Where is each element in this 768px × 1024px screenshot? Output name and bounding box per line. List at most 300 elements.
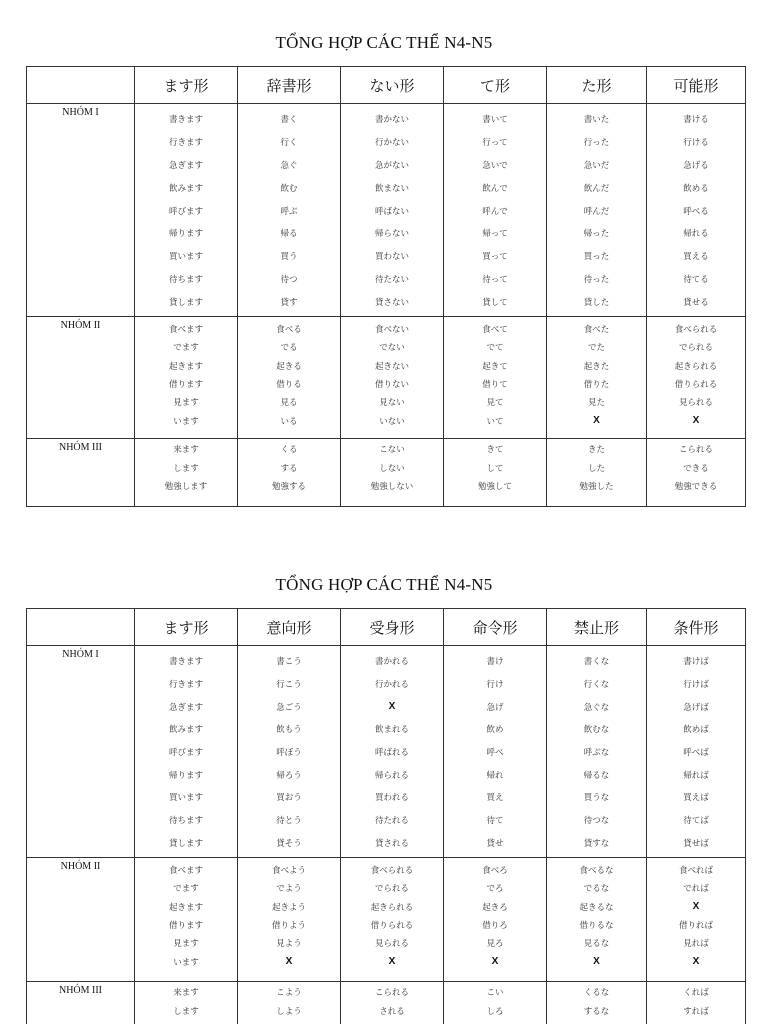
verb-form: 急げ xyxy=(486,702,504,713)
table-cell xyxy=(547,104,647,316)
verb-form: 買わない xyxy=(374,252,409,263)
table-row xyxy=(27,858,745,982)
verb-form: くれば xyxy=(683,988,709,999)
verb-form: 貸すな xyxy=(583,838,610,849)
verb-form: 食べるな xyxy=(579,866,614,877)
verb-form: 待てば xyxy=(683,816,709,827)
verb-form: 来ます xyxy=(173,445,199,456)
verb-form: 貸さない xyxy=(374,297,409,308)
group-label: NHÓM I xyxy=(27,104,135,316)
verb-form: 帰った xyxy=(583,229,610,240)
verb-form: 借りられる xyxy=(674,380,718,391)
verb-form: 書いた xyxy=(583,115,610,126)
verb-form: 貸される xyxy=(374,838,409,849)
verb-form: 行って xyxy=(482,138,508,149)
verb-form: 見ない xyxy=(379,398,405,409)
verb-form: される xyxy=(379,1006,405,1017)
word-list xyxy=(647,646,745,854)
verb-form: 貸して xyxy=(482,297,508,308)
verb-form: 行ける xyxy=(683,138,709,149)
verb-form: 食べて xyxy=(482,325,508,336)
not-applicable-mark: X xyxy=(388,956,396,968)
verb-form: 待ちます xyxy=(168,816,203,827)
header-corner-cell xyxy=(27,67,135,103)
verb-form: 待つ xyxy=(280,274,298,285)
verb-form: 帰ろう xyxy=(276,770,302,781)
verb-form: 起きます xyxy=(168,361,203,372)
table-cell xyxy=(444,439,547,506)
verb-form: 食べます xyxy=(168,866,203,877)
not-applicable-mark: X xyxy=(593,415,600,427)
word-list xyxy=(238,317,340,430)
verb-form: 起きた xyxy=(583,361,610,372)
word-list xyxy=(444,104,546,313)
verb-form: 貸せる xyxy=(683,297,709,308)
verb-form: 待って xyxy=(482,274,508,285)
verb-form: した xyxy=(587,463,605,474)
table-header-row xyxy=(27,609,745,646)
verb-form: いない xyxy=(379,416,405,427)
not-applicable-mark: X xyxy=(593,956,600,968)
verb-form: こない xyxy=(379,445,405,456)
table-cell xyxy=(547,646,647,857)
verb-form: 急いで xyxy=(482,160,508,171)
table-cell xyxy=(647,646,745,857)
verb-form: でた xyxy=(587,343,605,354)
verb-form: 買え xyxy=(486,793,504,804)
verb-form: 起きて xyxy=(482,361,508,372)
word-list xyxy=(135,439,237,496)
verb-form: 貸した xyxy=(583,297,610,308)
column-header: 可能形 xyxy=(673,76,719,95)
verb-form: 呼んだ xyxy=(583,206,610,217)
verb-form: 書きます xyxy=(168,115,203,126)
verb-form: 来ます xyxy=(173,988,199,999)
word-list xyxy=(547,104,646,313)
verb-form: 呼びます xyxy=(168,748,203,759)
verb-form: します xyxy=(173,463,199,474)
verb-form: 見ます xyxy=(173,398,199,409)
verb-form: 行くな xyxy=(583,680,610,691)
verb-form: 飲んで xyxy=(482,183,508,194)
verb-form: でます xyxy=(173,884,199,895)
word-list xyxy=(647,858,745,971)
table-cell xyxy=(647,104,745,316)
verb-form: 書く xyxy=(280,115,298,126)
word-list xyxy=(341,982,443,1020)
verb-form: でられる xyxy=(374,884,409,895)
word-list xyxy=(341,317,443,430)
verb-form: 見ます xyxy=(173,939,199,950)
verb-form: しよう xyxy=(276,1006,302,1017)
group-label: NHÓM I xyxy=(27,646,135,857)
table-cell xyxy=(341,646,444,857)
verb-form: 行かれる xyxy=(374,680,409,691)
verb-form: 食べれば xyxy=(678,866,713,877)
table-row xyxy=(27,646,745,858)
conjugation-table xyxy=(26,608,746,1024)
verb-form: 急いだ xyxy=(583,160,610,171)
verb-form: 書こう xyxy=(276,657,302,668)
word-list xyxy=(238,439,340,496)
verb-form: くるな xyxy=(583,988,610,999)
word-list xyxy=(135,646,237,854)
verb-form: こられる xyxy=(374,988,409,999)
verb-form: します xyxy=(173,1006,199,1017)
verb-form: 買います xyxy=(168,793,203,804)
verb-form: 帰らない xyxy=(374,229,409,240)
verb-form: います xyxy=(173,957,199,968)
verb-form: 起きられる xyxy=(370,902,414,913)
verb-form: います xyxy=(173,416,199,427)
word-list xyxy=(547,317,646,430)
not-applicable-mark: X xyxy=(692,956,700,968)
verb-form: 食べられる xyxy=(370,866,414,877)
table-cell xyxy=(238,858,341,981)
table-cell xyxy=(547,858,647,981)
word-list xyxy=(547,646,646,854)
verb-form: 勉強する xyxy=(271,482,306,493)
column-header: ます形 xyxy=(135,609,238,645)
verb-form: 食べない xyxy=(374,325,409,336)
verb-form: しろ xyxy=(486,1006,504,1017)
verb-form: 貸せば xyxy=(683,838,709,849)
verb-form: 食べろ xyxy=(482,866,508,877)
verb-form: 飲んだ xyxy=(583,183,610,194)
verb-form: すれば xyxy=(683,1006,709,1017)
verb-form: こよう xyxy=(276,988,302,999)
verb-form: 借りろ xyxy=(482,921,508,932)
verb-form: 呼ぶ xyxy=(280,206,298,217)
table-row xyxy=(27,317,745,439)
table-cell xyxy=(547,439,647,506)
verb-form: でない xyxy=(379,343,405,354)
table-cell xyxy=(135,104,238,316)
word-list xyxy=(135,858,237,971)
verb-form: でられる xyxy=(678,343,713,354)
verb-form: 借りた xyxy=(583,380,610,391)
word-list xyxy=(647,982,745,1020)
verb-form: 呼んで xyxy=(482,206,508,217)
word-list xyxy=(444,646,546,854)
word-list xyxy=(647,317,745,430)
table-cell xyxy=(238,982,341,1024)
column-header: 辞書形 xyxy=(238,67,341,103)
table-cell xyxy=(547,982,647,1024)
verb-form: 飲める xyxy=(683,183,709,194)
verb-form: 急ぎます xyxy=(168,160,203,171)
verb-form: きて xyxy=(486,445,504,456)
verb-form: こい xyxy=(486,988,504,999)
verb-form: 書けば xyxy=(683,657,709,668)
verb-form: 買います xyxy=(168,252,203,263)
group-label: NHÓM II xyxy=(27,317,135,438)
verb-form: するな xyxy=(583,1006,610,1017)
verb-form: 待てる xyxy=(683,274,709,285)
table-cell xyxy=(135,646,238,857)
verb-form: でるな xyxy=(583,884,610,895)
verb-form: 呼ぶな xyxy=(583,748,610,759)
word-list xyxy=(238,646,340,854)
verb-form: 勉強します xyxy=(164,482,208,493)
verb-form: 起きよう xyxy=(271,902,306,913)
verb-form: 待ちます xyxy=(168,274,203,285)
verb-form: 帰れば xyxy=(683,770,709,781)
word-list xyxy=(547,439,646,496)
verb-form: でれば xyxy=(683,884,709,895)
verb-form: 借りれば xyxy=(678,921,713,932)
verb-form: 飲まない xyxy=(374,183,409,194)
word-list xyxy=(135,104,237,313)
verb-form: 借りられる xyxy=(370,921,414,932)
word-list xyxy=(444,317,546,430)
verb-form: 帰られる xyxy=(374,770,409,781)
verb-form: 勉強できる xyxy=(674,482,718,493)
verb-form: 書ける xyxy=(683,115,709,126)
verb-form: 帰ります xyxy=(168,229,203,240)
verb-form: くる xyxy=(280,445,298,456)
verb-form: 帰ります xyxy=(168,770,203,781)
verb-form: 帰る xyxy=(280,229,298,240)
verb-form: 見た xyxy=(587,398,605,409)
verb-form: 行った xyxy=(583,138,610,149)
conjugation-table xyxy=(26,66,746,507)
table-cell xyxy=(647,858,745,981)
table-cell xyxy=(444,104,547,316)
verb-form: 飲めば xyxy=(683,725,709,736)
verb-form: 食べる xyxy=(276,325,302,336)
table-cell xyxy=(547,317,647,438)
page-title: TỔNG HỢP CÁC THỂ N4-N5 xyxy=(275,33,493,52)
verb-form: でる xyxy=(280,343,298,354)
verb-form: 食べた xyxy=(583,325,610,336)
verb-form: 急がない xyxy=(374,160,409,171)
verb-form: 買われる xyxy=(374,793,409,804)
verb-form: 見よう xyxy=(276,939,302,950)
table-cell xyxy=(341,439,444,506)
table-cell xyxy=(341,104,444,316)
table-cell xyxy=(135,439,238,506)
verb-form: 見る xyxy=(280,398,298,409)
word-list xyxy=(444,982,546,1020)
verb-form: 行きます xyxy=(168,138,203,149)
verb-form: きた xyxy=(587,445,605,456)
table-cell xyxy=(238,317,341,438)
verb-form: でろ xyxy=(486,884,504,895)
word-list xyxy=(341,104,443,313)
verb-form: 飲みます xyxy=(168,183,203,194)
table-cell xyxy=(135,982,238,1024)
table-cell xyxy=(444,317,547,438)
verb-form: 待った xyxy=(583,274,610,285)
verb-form: いて xyxy=(486,416,504,427)
group-label: NHÓM II xyxy=(27,858,135,981)
verb-form: 帰るな xyxy=(583,770,610,781)
verb-form: 貸そう xyxy=(276,838,302,849)
verb-form: 呼ばれる xyxy=(374,748,409,759)
verb-form: でよう xyxy=(276,884,302,895)
verb-form: 見ろ xyxy=(486,939,504,950)
not-applicable-mark: X xyxy=(285,956,293,968)
verb-form: 借りよう xyxy=(271,921,306,932)
verb-form: 書け xyxy=(486,657,504,668)
verb-form: 買った xyxy=(583,252,610,263)
verb-form: 食べます xyxy=(168,325,203,336)
verb-form: 貸す xyxy=(280,297,298,308)
verb-form: 行く xyxy=(280,138,298,149)
verb-form: して xyxy=(486,463,504,474)
verb-form: 勉強して xyxy=(477,482,512,493)
column-header: ます形 xyxy=(135,67,238,103)
verb-form: 急ぐ xyxy=(280,160,298,171)
word-list xyxy=(547,982,646,1020)
verb-form: 勉強した xyxy=(579,482,614,493)
verb-form: 買うな xyxy=(583,793,610,804)
verb-form: 飲まれる xyxy=(374,725,409,736)
verb-form: 見られる xyxy=(678,398,713,409)
verb-form: 起きるな xyxy=(579,902,614,913)
verb-form: 起きられる xyxy=(674,361,718,372)
verb-form: 待とう xyxy=(276,816,302,827)
table-cell xyxy=(647,439,745,506)
table-cell xyxy=(341,858,444,981)
verb-form: 貸します xyxy=(168,838,203,849)
verb-form: 貸せ xyxy=(486,838,504,849)
verb-form: 飲め xyxy=(486,725,504,736)
table-cell xyxy=(238,646,341,857)
word-list xyxy=(238,982,340,1020)
group-label: NHÓM III xyxy=(27,439,135,506)
word-list xyxy=(444,858,546,971)
verb-form: 買える xyxy=(683,252,709,263)
column-header: て形 xyxy=(444,67,547,103)
table-cell xyxy=(135,858,238,981)
verb-form: 買う xyxy=(280,252,298,263)
not-applicable-mark: X xyxy=(692,901,700,913)
verb-form: 飲もう xyxy=(276,725,302,736)
table-cell xyxy=(135,317,238,438)
word-list xyxy=(647,104,745,313)
word-list xyxy=(238,104,340,313)
verb-form: 呼ばない xyxy=(374,206,409,217)
verb-form: 見て xyxy=(486,398,504,409)
word-list xyxy=(135,317,237,430)
verb-form: 起きる xyxy=(276,361,302,372)
verb-form: 借ります xyxy=(168,921,203,932)
verb-form: 行けば xyxy=(683,680,709,691)
verb-form: 急ぐな xyxy=(583,702,610,713)
verb-form: 書くな xyxy=(583,657,610,668)
verb-form: 借りるな xyxy=(579,921,614,932)
verb-form: 帰って xyxy=(482,229,508,240)
not-applicable-mark: X xyxy=(388,701,396,713)
verb-form: 借りて xyxy=(482,380,508,391)
verb-form: 行かない xyxy=(374,138,409,149)
verb-form: 行け xyxy=(486,680,504,691)
table-row xyxy=(27,104,745,317)
verb-form: でて xyxy=(486,343,504,354)
word-list xyxy=(341,858,443,971)
table-row xyxy=(27,982,745,1024)
verb-form: 急げる xyxy=(683,160,709,171)
verb-form: 急ごう xyxy=(276,702,302,713)
word-list xyxy=(238,858,340,971)
verb-form: 借りない xyxy=(374,380,409,391)
verb-form: 急ぎます xyxy=(168,702,203,713)
column-header: ない形 xyxy=(341,67,444,103)
verb-form: 待たれる xyxy=(374,816,409,827)
verb-form: 借ります xyxy=(168,380,203,391)
table-cell xyxy=(444,982,547,1024)
table-cell xyxy=(341,317,444,438)
word-list xyxy=(341,646,443,854)
column-header: 条件形 xyxy=(673,618,719,637)
verb-form: いる xyxy=(280,416,298,427)
table-cell xyxy=(647,982,745,1024)
column-header: た形 xyxy=(547,67,647,103)
verb-form: 食べられる xyxy=(674,325,718,336)
verb-form: 買って xyxy=(482,252,508,263)
verb-form: 呼べる xyxy=(683,206,709,217)
word-list xyxy=(444,439,546,496)
verb-form: 起きます xyxy=(168,902,203,913)
verb-form: 呼ぼう xyxy=(276,748,302,759)
verb-form: 見れば xyxy=(683,939,709,950)
verb-form: 買おう xyxy=(276,793,302,804)
verb-form: 書かれる xyxy=(374,657,409,668)
table-header-row xyxy=(27,67,745,104)
verb-form: 行こう xyxy=(276,680,302,691)
verb-form: 帰れる xyxy=(683,229,709,240)
header-corner-cell xyxy=(27,609,135,645)
word-list xyxy=(341,439,443,496)
verb-form: 勉強しない xyxy=(370,482,414,493)
verb-form: 待たない xyxy=(374,274,409,285)
table-cell xyxy=(444,858,547,981)
not-applicable-mark: X xyxy=(491,956,499,968)
table-cell xyxy=(238,104,341,316)
table-cell xyxy=(444,646,547,857)
verb-form: 呼べば xyxy=(683,748,709,759)
verb-form: 起きろ xyxy=(482,902,508,913)
table-cell xyxy=(341,982,444,1024)
verb-form: 呼べ xyxy=(486,748,504,759)
not-applicable-mark: X xyxy=(692,415,700,427)
verb-form: でます xyxy=(173,343,199,354)
verb-form: 飲むな xyxy=(583,725,610,736)
page-title: TỔNG HỢP CÁC THỂ N4-N5 xyxy=(275,575,493,594)
column-header: 受身形 xyxy=(341,609,444,645)
verb-form: こられる xyxy=(678,445,713,456)
verb-form: 見られる xyxy=(374,939,409,950)
verb-form: 書きます xyxy=(168,657,203,668)
verb-form: 帰れ xyxy=(486,770,504,781)
verb-form: 見るな xyxy=(583,939,610,950)
verb-form: 起きない xyxy=(374,361,409,372)
verb-form: 貸します xyxy=(168,297,203,308)
verb-form: 書かない xyxy=(374,115,409,126)
table-row xyxy=(27,439,745,506)
verb-form: 待て xyxy=(486,816,504,827)
column-header: 命令形 xyxy=(444,609,547,645)
verb-form: 呼びます xyxy=(168,206,203,217)
verb-form: 食べよう xyxy=(271,866,306,877)
verb-form: 借りる xyxy=(276,380,302,391)
verb-form: 書いて xyxy=(482,115,508,126)
verb-form: する xyxy=(280,463,298,474)
verb-form: しない xyxy=(379,463,405,474)
verb-form: 待つな xyxy=(583,816,610,827)
